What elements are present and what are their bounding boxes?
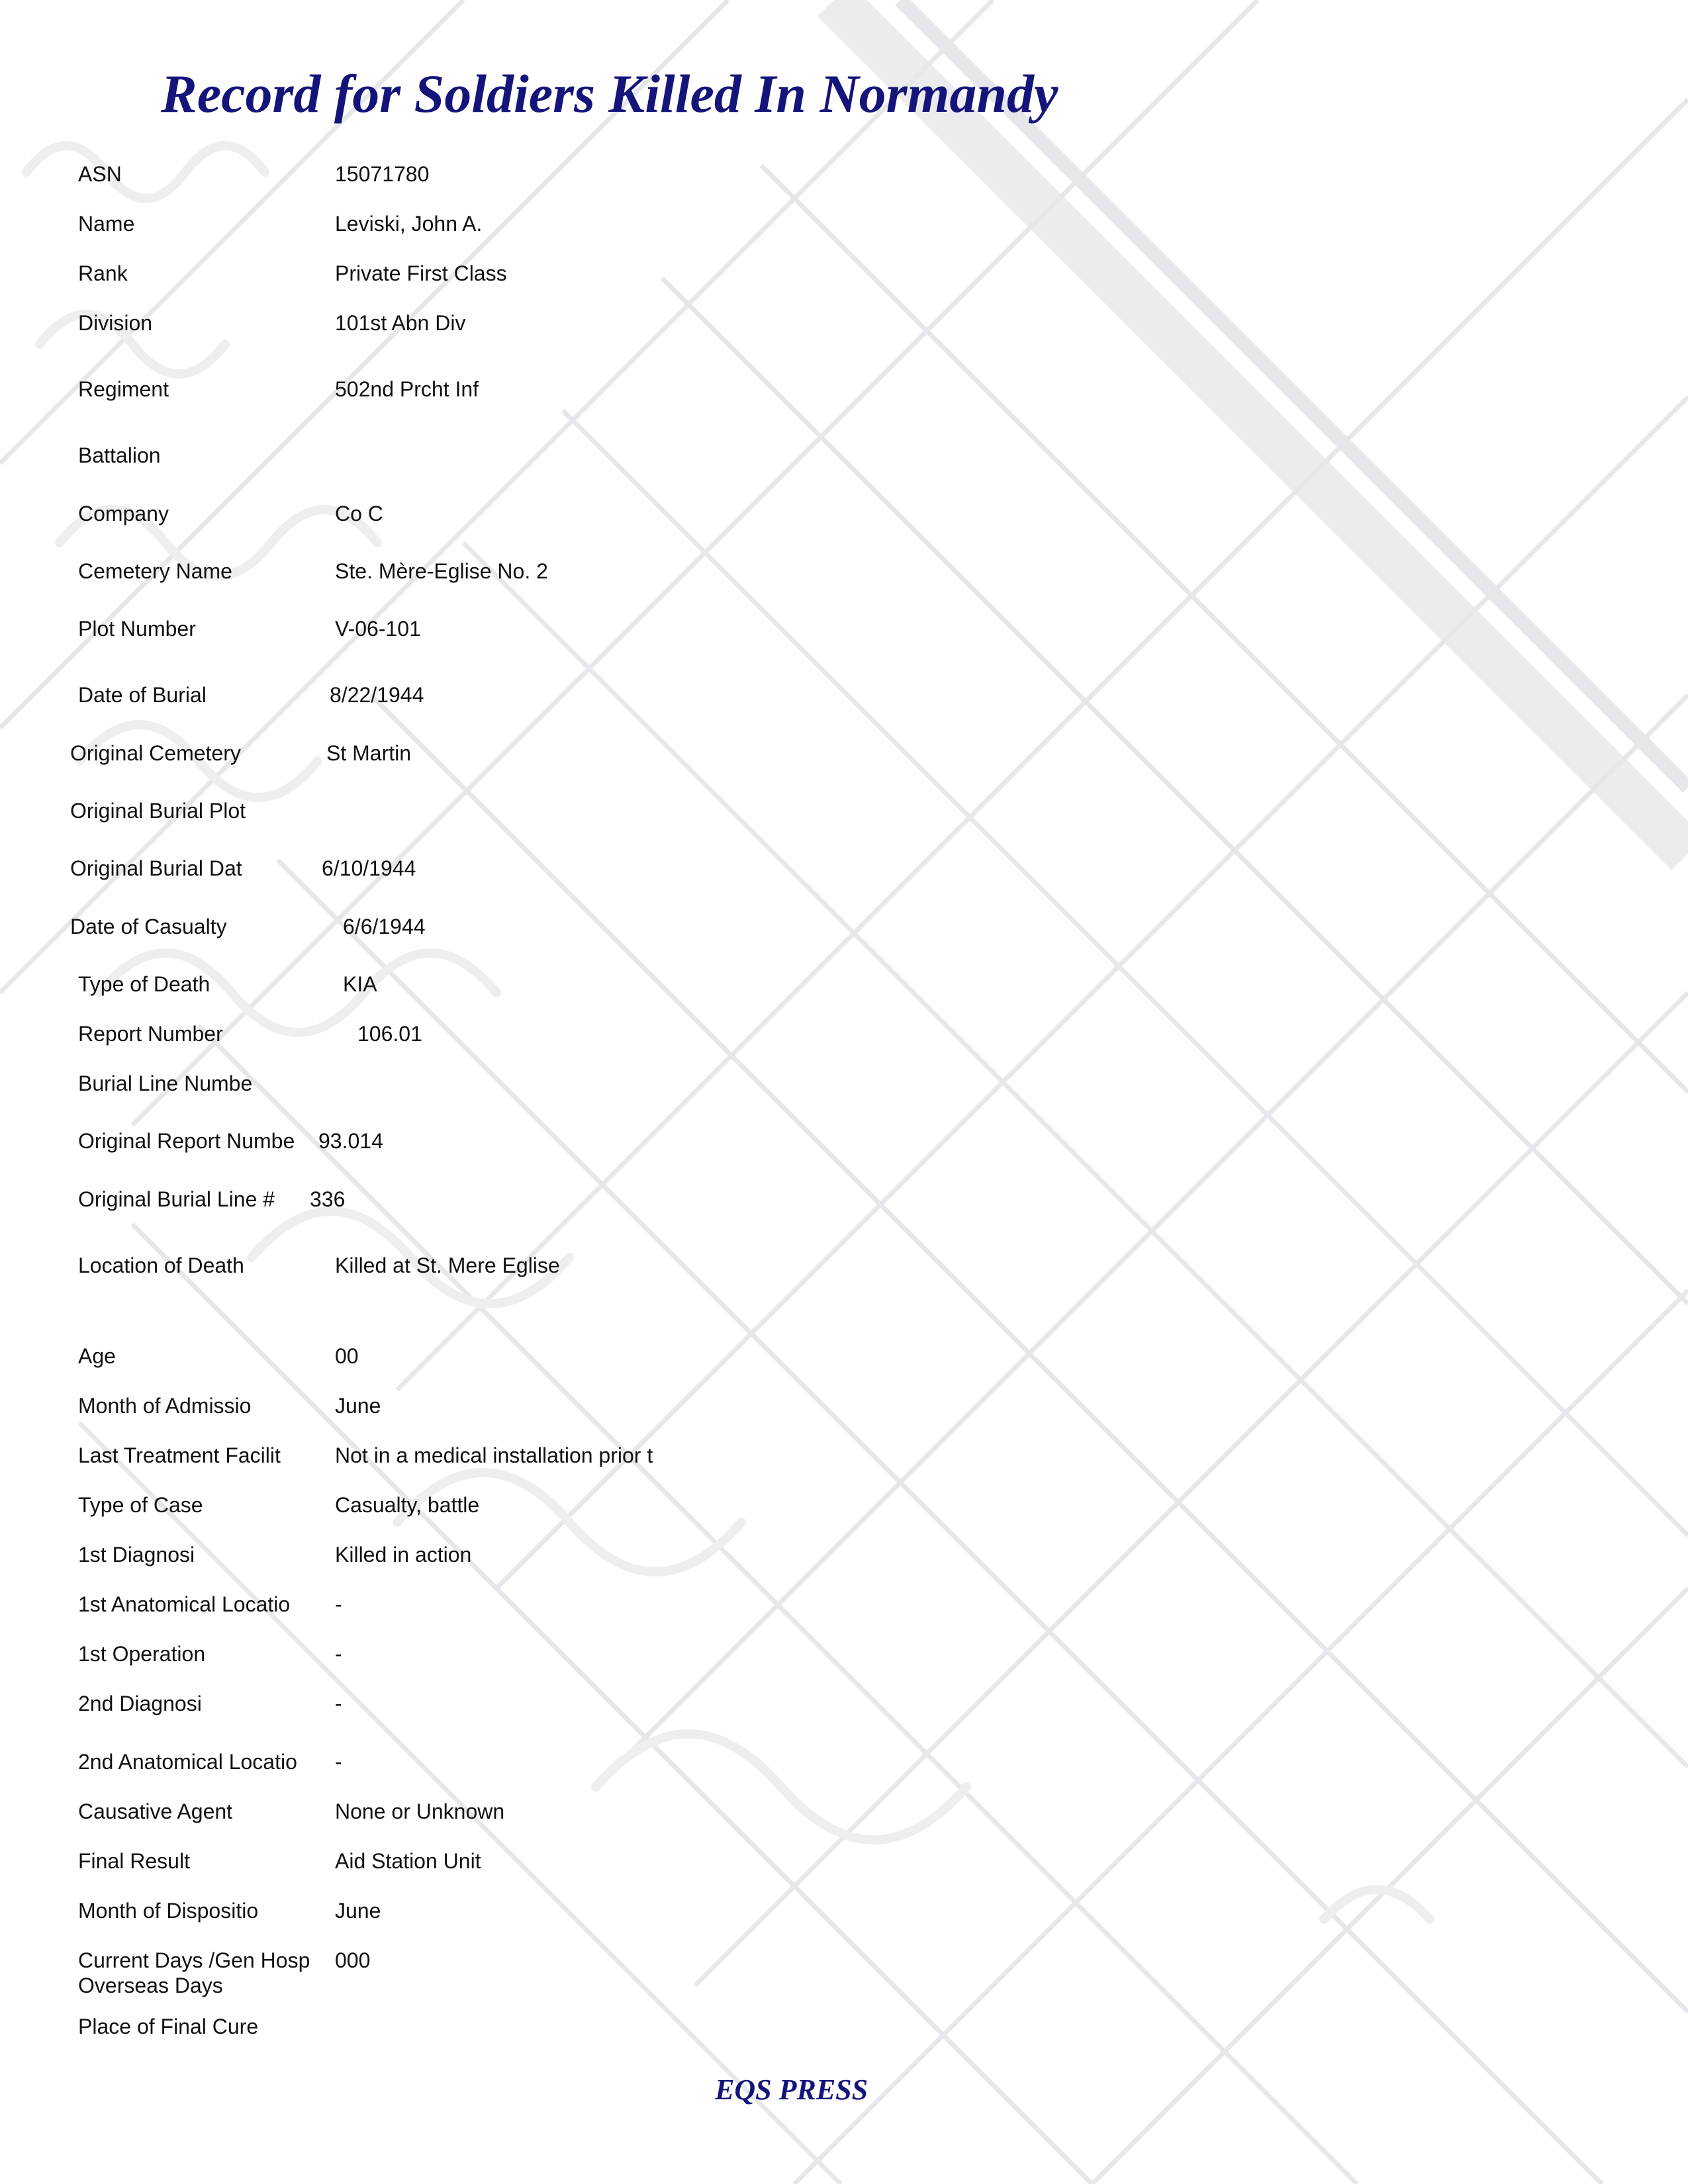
- field-value: -: [335, 1592, 342, 1616]
- field-label: Original Burial Line #: [78, 1187, 275, 1211]
- field-value: -: [335, 1692, 342, 1715]
- field-value: Aid Station Unit: [335, 1849, 481, 1873]
- field-value: Ste. Mère-Eglise No. 2: [335, 559, 548, 583]
- field-label: Report Number: [78, 1022, 223, 1046]
- field-label: Date of Burial: [78, 683, 207, 707]
- field-value: Not in a medical installation prior t: [335, 1443, 653, 1467]
- field-label: Burial Line Numbe: [78, 1071, 253, 1095]
- field-value: 502nd Prcht Inf: [335, 377, 479, 401]
- field-value: V-06-101: [335, 617, 421, 641]
- field-label: Cemetery Name: [78, 559, 232, 583]
- field-value: Casualty, battle: [335, 1493, 480, 1517]
- field-label: Month of Dispositio: [78, 1899, 259, 1923]
- field-value: St Martin: [326, 741, 412, 765]
- field-value: Co C: [335, 502, 383, 525]
- field-label: Date of Casualty: [70, 915, 227, 938]
- field-label: Location of Death: [78, 1253, 244, 1277]
- field-value: 106.01: [357, 1022, 422, 1046]
- field-value: June: [335, 1394, 381, 1418]
- field-label: Type of Case: [78, 1493, 203, 1517]
- field-value: Private First Class: [335, 261, 507, 285]
- field-value: 000: [335, 1948, 371, 1972]
- field-label: Name: [78, 212, 135, 236]
- field-value: None or Unknown: [335, 1799, 505, 1823]
- field-value: 336: [310, 1187, 346, 1211]
- field-value: KIA: [343, 972, 377, 996]
- field-label: Type of Death: [78, 972, 211, 996]
- field-value: -: [335, 1750, 342, 1774]
- field-label: Original Burial Dat: [70, 856, 242, 880]
- field-label: 2nd Diagnosi: [78, 1692, 202, 1715]
- publisher-footer: EQS PRESS: [715, 2073, 868, 2106]
- field-label: Division: [78, 311, 153, 335]
- field-label: Company: [78, 502, 169, 525]
- field-label: Battalion: [78, 443, 161, 467]
- field-label: Final Result: [78, 1849, 190, 1873]
- field-label: Original Cemetery: [70, 741, 241, 765]
- field-value: 6/6/1944: [343, 915, 426, 938]
- field-label: Place of Final Cure: [78, 2015, 259, 2038]
- document-title: Record for Soldiers Killed In Normandy: [161, 64, 1058, 124]
- field-label: 1st Anatomical Locatio: [78, 1592, 291, 1616]
- field-value: 6/10/1944: [322, 856, 416, 880]
- field-label: Current Days /Gen Hosp: [78, 1948, 310, 1972]
- field-value: 8/22/1944: [330, 683, 424, 707]
- field-value: Leviski, John A.: [335, 212, 483, 236]
- field-label: 2nd Anatomical Locatio: [78, 1750, 297, 1774]
- field-label: Plot Number: [78, 617, 196, 641]
- field-value: -: [335, 1642, 342, 1666]
- field-label: Last Treatment Facilit: [78, 1443, 281, 1467]
- field-label: Original Burial Plot: [70, 799, 246, 823]
- field-label: Causative Agent: [78, 1799, 233, 1823]
- field-value: 00: [335, 1344, 359, 1368]
- field-value: Killed in action: [335, 1543, 472, 1567]
- field-label: Rank: [78, 261, 128, 285]
- field-label: Regiment: [78, 377, 169, 401]
- field-label: Age: [78, 1344, 116, 1368]
- field-label: Month of Admissio: [78, 1394, 252, 1418]
- field-label: 1st Diagnosi: [78, 1543, 195, 1567]
- field-value: 15071780: [335, 162, 430, 186]
- field-label-line2: Overseas Days: [78, 1974, 223, 1997]
- field-value: 101st Abn Div: [335, 311, 466, 335]
- field-label: ASN: [78, 162, 122, 186]
- field-value: June: [335, 1899, 381, 1923]
- field-value: 93.014: [318, 1129, 383, 1153]
- field-label: Original Report Numbe: [78, 1129, 295, 1153]
- field-value: Killed at St. Mere Eglise: [335, 1253, 560, 1277]
- field-label: 1st Operation: [78, 1642, 206, 1666]
